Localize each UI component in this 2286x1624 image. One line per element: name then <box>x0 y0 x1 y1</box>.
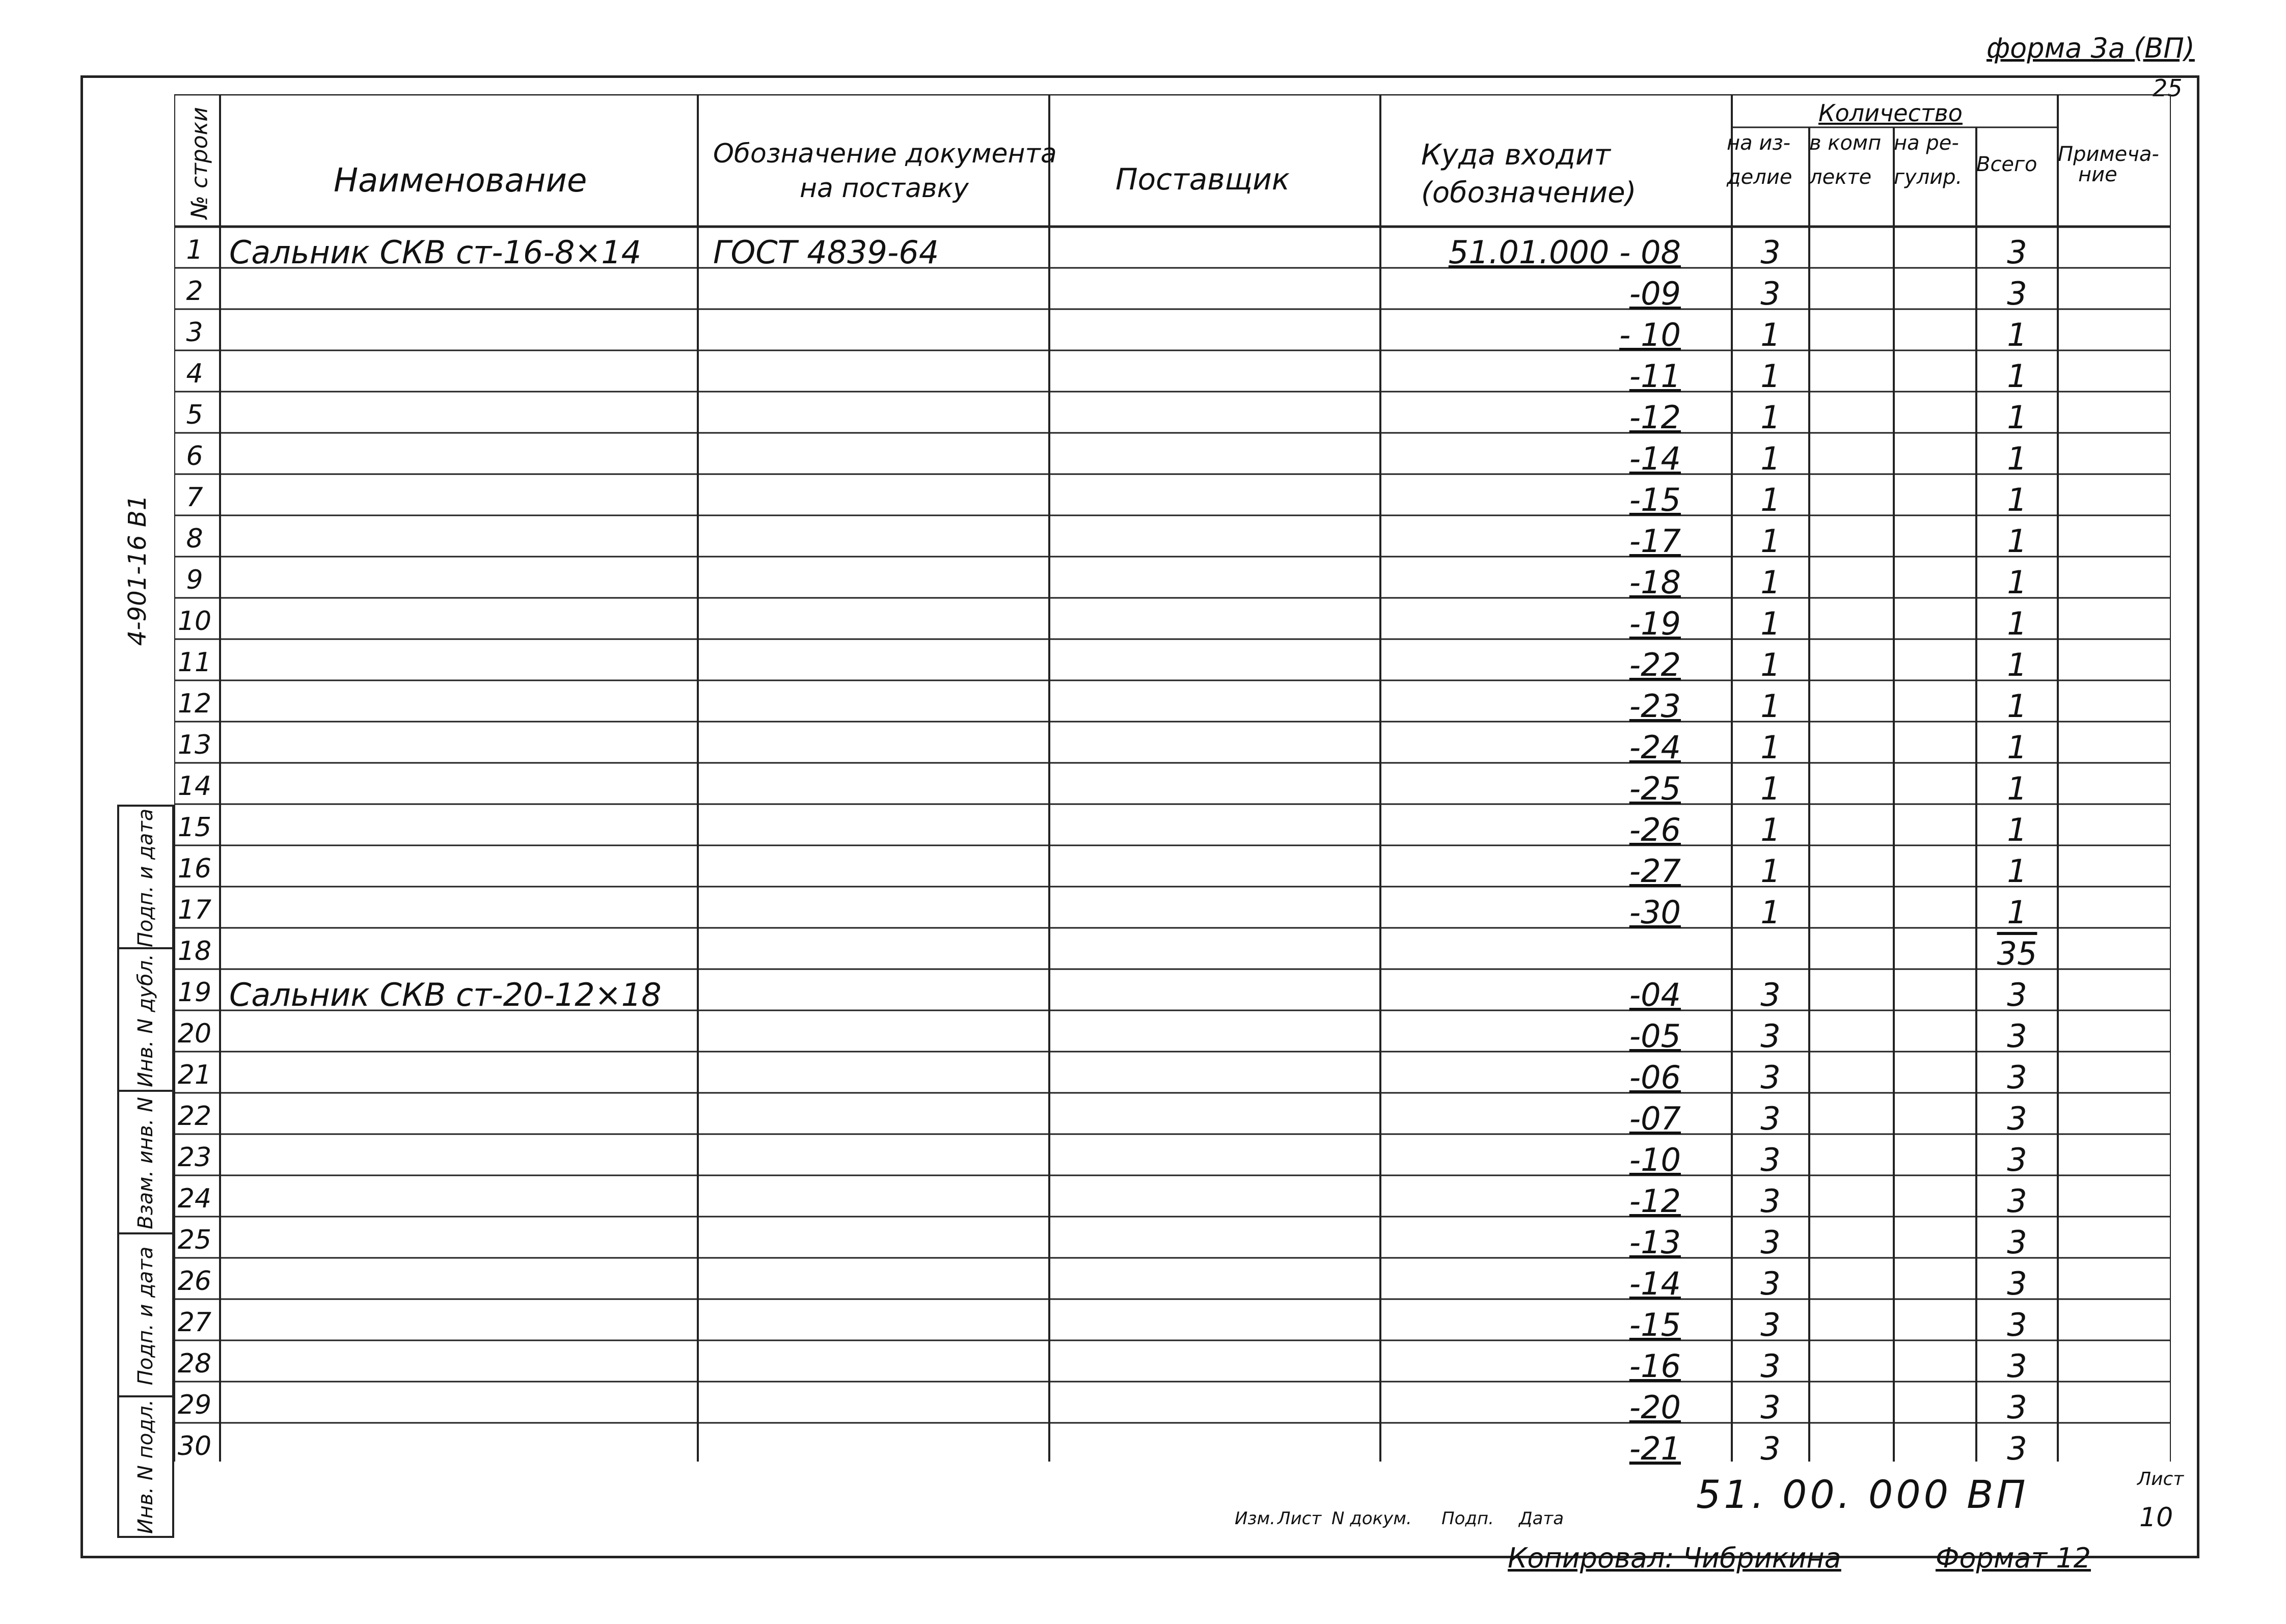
row-number: 21 <box>177 1060 212 1090</box>
document-designation: 51. 00. 000 ВП <box>1696 1472 2029 1517</box>
qty-total: 3 <box>2007 234 2027 271</box>
qty-per-item: 3 <box>1760 1347 1781 1385</box>
header-total: Всего <box>1976 153 2037 176</box>
where-used: -21 <box>1629 1430 1681 1467</box>
vertical-doc-code: 4-901-16 В1 <box>123 494 152 646</box>
tb-change-label: Изм. <box>1235 1508 1275 1529</box>
row-number: 15 <box>177 812 212 843</box>
stamp-cell <box>119 1234 172 1397</box>
where-used: -15 <box>1629 481 1681 518</box>
row-number: 18 <box>177 936 212 967</box>
qty-per-item: 3 <box>1760 1017 1781 1055</box>
qty-total: 3 <box>2007 976 2027 1013</box>
qty-per-item: 1 <box>1760 811 1781 848</box>
header-note-line2: ние <box>2078 163 2117 186</box>
where-used: -27 <box>1629 852 1681 890</box>
qty-total: 3 <box>2007 1017 2027 1055</box>
where-used: -14 <box>1629 440 1681 477</box>
header-name: Наименование <box>334 162 587 200</box>
qty-total: 3 <box>2007 1182 2027 1220</box>
qty-per-item: 3 <box>1760 234 1781 271</box>
row-number: 10 <box>177 606 212 637</box>
stamp-label: Инв. N подл. <box>134 1399 157 1534</box>
qty-total: 1 <box>2007 894 2027 931</box>
where-used: -19 <box>1629 605 1681 642</box>
supply-document: ГОСТ 4839-64 <box>713 234 939 271</box>
qty-per-item: 3 <box>1760 1430 1781 1467</box>
where-used: - 10 <box>1619 316 1681 353</box>
header-designation-line2: на поставку <box>800 173 969 204</box>
item-name: Сальник СКВ ст-20-12×18 <box>229 976 662 1013</box>
qty-total: 1 <box>2007 852 2027 890</box>
qty-per-item: 1 <box>1760 729 1781 766</box>
where-used: -23 <box>1629 687 1681 725</box>
row-number: 22 <box>177 1101 212 1132</box>
header-row-number-cell <box>179 102 220 224</box>
where-used: -30 <box>1629 894 1681 931</box>
stamp-label: Взам. инв. N <box>134 1097 157 1229</box>
qty-per-item: 3 <box>1760 1100 1781 1137</box>
where-used: -07 <box>1629 1100 1681 1137</box>
row-number: 16 <box>177 854 212 884</box>
qty-per-item: 1 <box>1760 564 1781 601</box>
row-number: 23 <box>177 1142 212 1173</box>
qty-per-item: 1 <box>1760 481 1781 518</box>
qty-total: 3 <box>2007 1265 2027 1302</box>
where-used: -04 <box>1629 976 1681 1013</box>
tb-sheet-label: Лист <box>2137 1469 2184 1490</box>
qty-total: 1 <box>2007 357 2027 395</box>
row-number: 14 <box>177 771 212 802</box>
qty-per-item: 1 <box>1760 687 1781 725</box>
row-number: 6 <box>186 441 203 472</box>
header-regulation-line2: гулир. <box>1894 166 1963 189</box>
row-number: 9 <box>186 565 203 595</box>
qty-per-item: 1 <box>1760 522 1781 560</box>
form-label: форма 3а (ВП) <box>1986 32 2195 64</box>
qty-per-item: 1 <box>1760 316 1781 353</box>
header-where-used-line1: Куда входит <box>1421 139 1611 172</box>
header-quantity: Количество <box>1818 99 1963 127</box>
table-grid-lines <box>174 94 2171 1462</box>
qty-total: 3 <box>2007 1224 2027 1261</box>
qty-total: 1 <box>2007 522 2027 560</box>
tb-sign-label: Подп. <box>1441 1508 1494 1529</box>
row-number: 24 <box>177 1183 212 1214</box>
qty-per-item: 3 <box>1760 275 1781 312</box>
qty-per-item: 3 <box>1760 976 1781 1013</box>
qty-per-item: 1 <box>1760 605 1781 642</box>
row-number: 30 <box>177 1431 212 1462</box>
row-number: 29 <box>177 1390 212 1420</box>
tb-sheet-col-label: Лист <box>1277 1508 1322 1529</box>
where-used: 51.01.000 - 08 <box>1448 234 1681 271</box>
qty-total: 3 <box>2007 1306 2027 1343</box>
stamp-strip <box>117 805 174 1538</box>
where-used: -11 <box>1629 357 1681 395</box>
stamp-cell <box>119 807 172 949</box>
qty-total: 1 <box>2007 316 2027 353</box>
tb-sheet-number: 10 <box>2139 1502 2173 1533</box>
row-number: 5 <box>186 400 203 430</box>
stamp-cell <box>119 1092 172 1234</box>
qty-per-item: 1 <box>1760 357 1781 395</box>
qty-per-item: 1 <box>1760 894 1781 931</box>
sheet-format: Формат 12 <box>1936 1542 2091 1574</box>
header-in-kit-line2: лекте <box>1809 166 1872 189</box>
qty-total: 1 <box>2007 564 2027 601</box>
where-used: -10 <box>1629 1141 1681 1178</box>
qty-per-item: 1 <box>1760 399 1781 436</box>
where-used: -17 <box>1629 522 1681 560</box>
qty-total: 1 <box>2007 440 2027 477</box>
qty-total: 1 <box>2007 399 2027 436</box>
qty-per-item: 3 <box>1760 1265 1781 1302</box>
where-used: -25 <box>1629 770 1681 807</box>
header-per-item-line1: на из- <box>1727 131 1791 155</box>
stamp-cell <box>119 949 172 1092</box>
stamp-label: Подп. и дата <box>134 808 157 948</box>
qty-total: 1 <box>2007 770 2027 807</box>
where-used: -05 <box>1629 1017 1681 1055</box>
where-used: -09 <box>1629 275 1681 312</box>
qty-total: 3 <box>2007 275 2027 312</box>
row-number: 2 <box>186 276 203 307</box>
where-used: -12 <box>1629 399 1681 436</box>
row-number: 12 <box>177 689 212 719</box>
qty-total: 1 <box>2007 729 2027 766</box>
row-number: 8 <box>186 524 203 554</box>
qty-per-item: 3 <box>1760 1224 1781 1261</box>
row-number: 27 <box>177 1307 212 1338</box>
stamp-label: Инв. N дубл. <box>134 954 157 1087</box>
qty-total: 3 <box>2007 1430 2027 1467</box>
item-name: Сальник СКВ ст-16-8×14 <box>229 234 642 271</box>
header-note-line1: Примеча- <box>2058 143 2159 166</box>
qty-total: 3 <box>2007 1059 2027 1096</box>
header-regulation-line1: на ре- <box>1894 131 1959 155</box>
where-used: -15 <box>1629 1306 1681 1343</box>
qty-total: 3 <box>2007 1389 2027 1426</box>
where-used: -20 <box>1629 1389 1681 1426</box>
where-used: -22 <box>1629 646 1681 683</box>
tb-doc-no-label: N докум. <box>1331 1508 1412 1529</box>
header-where-used-line2: (обозначение) <box>1421 176 1637 209</box>
qty-total: 35 <box>1997 935 2037 972</box>
qty-per-item: 1 <box>1760 852 1781 890</box>
qty-total: 3 <box>2007 1141 2027 1178</box>
where-used: -18 <box>1629 564 1681 601</box>
row-number: 3 <box>186 317 203 348</box>
qty-total: 3 <box>2007 1347 2027 1385</box>
qty-per-item: 1 <box>1760 440 1781 477</box>
tb-date-label: Дата <box>1519 1508 1564 1529</box>
header-in-kit-line1: в комп <box>1809 131 1882 155</box>
where-used: -06 <box>1629 1059 1681 1096</box>
row-number: 4 <box>186 359 203 389</box>
where-used: -12 <box>1629 1182 1681 1220</box>
qty-total: 1 <box>2007 646 2027 683</box>
stamp-label: Подп. и дата <box>134 1246 157 1386</box>
where-used: -14 <box>1629 1265 1681 1302</box>
row-number: 19 <box>177 977 212 1008</box>
qty-total: 1 <box>2007 481 2027 518</box>
row-number: 7 <box>186 482 203 513</box>
where-used: -26 <box>1629 811 1681 848</box>
page-number: 25 <box>2153 74 2183 102</box>
stamp-cell <box>119 1397 172 1536</box>
row-number: 28 <box>177 1348 212 1379</box>
row-number: 13 <box>177 730 212 760</box>
row-number: 1 <box>186 235 203 265</box>
row-number: 26 <box>177 1266 212 1297</box>
row-number: 17 <box>177 895 212 925</box>
header-supplier: Поставщик <box>1115 162 1290 197</box>
qty-per-item: 3 <box>1760 1389 1781 1426</box>
qty-per-item: 1 <box>1760 770 1781 807</box>
qty-total: 1 <box>2007 687 2027 725</box>
copied-by: Копировал: Чибрикина <box>1508 1542 1841 1574</box>
row-number: 20 <box>177 1019 212 1049</box>
where-used: -16 <box>1629 1347 1681 1385</box>
qty-per-item: 3 <box>1760 1182 1781 1220</box>
where-used: -24 <box>1629 729 1681 766</box>
specification-table <box>174 94 2171 1462</box>
qty-total: 3 <box>2007 1100 2027 1137</box>
where-used: -13 <box>1629 1224 1681 1261</box>
qty-total: 1 <box>2007 811 2027 848</box>
qty-per-item: 3 <box>1760 1141 1781 1178</box>
qty-per-item: 3 <box>1760 1306 1781 1343</box>
header-per-item-line2: делие <box>1727 166 1792 189</box>
row-number: 25 <box>177 1225 212 1255</box>
qty-per-item: 1 <box>1760 646 1781 683</box>
header-designation-line1: Обозначение документа <box>713 139 1057 169</box>
qty-per-item: 3 <box>1760 1059 1781 1096</box>
qty-total: 1 <box>2007 605 2027 642</box>
header-row-number: № строки <box>186 107 213 219</box>
row-number: 11 <box>177 647 212 678</box>
